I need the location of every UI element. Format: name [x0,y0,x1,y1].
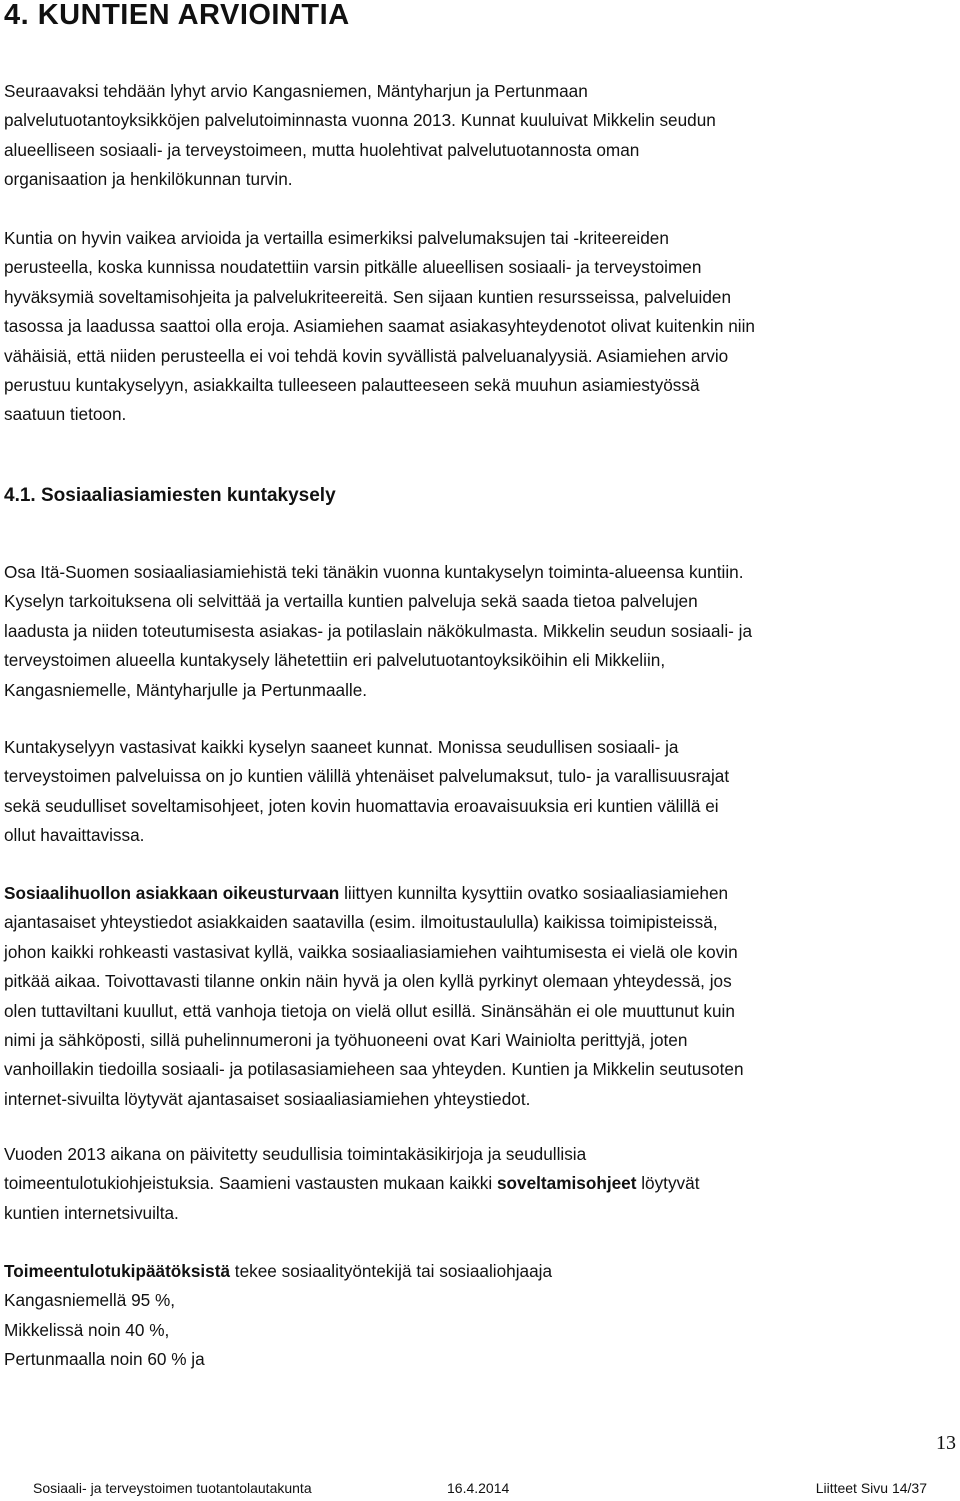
intro-line: palvelutuotantoyksikköjen palvelutoiminnasta vuonna 2013. Kunnat kuuluivat Mikkelin seudun [4,110,716,131]
paragraph-line: vanhoillakin tiedoilla sosiaali- ja potilasasiamieheen saa yhteyden. Kuntien ja Mikkelin seutusoten [4,1059,744,1080]
paragraph-line: ajantasaiset yhteystiedot asiakkaiden saatavilla (esim. ilmoitustaululla) kaikissa toimipisteissä, [4,912,718,933]
bold-term: Sosiaalihuollon asiakkaan oikeusturvaan [4,883,340,903]
paragraph-line: laadusta ja niiden toteutumisesta asiakas- ja potilaslain näkökulmasta. Mikkelin seudun sosiaali- ja [4,620,753,641]
paragraph-line: vähäisiä, että niiden perusteella ei voi tehdä kovin syvällistä palveluanalyysiä. Asiamiehen arvio [4,345,729,366]
paragraph-line: Osa Itä-Suomen sosiaaliasiamiehistä teki tänäkin vuonna kuntakyselyn toiminta-alueensa kuntiin. [4,562,744,582]
paragraph-line: Kangasniemellä 95 %, [4,1290,176,1311]
paragraph-line: Kuntakyselyyn vastasivat kaikki kyselyn saaneet kunnat. Monissa seudullisen sosiaali- ja [4,737,679,757]
paragraph-line: ollut havaittavissa. [4,825,145,846]
section-heading: 4. KUNTIEN ARVIOINTIA [4,0,350,31]
paragraph-line: internet-sivuilta löytyvät ajantasaiset sosiaaliasiamiehen yhteystiedot. [4,1088,531,1109]
paragraph-text: tekee sosiaalityöntekijä tai sosiaaliohjaaja [230,1261,553,1281]
responses-paragraph [4,733,956,851]
paragraph-line: Kangasniemelle, Mäntyharjulle ja Pertunmaalle. [4,679,368,700]
footer-organization: Sosiaali- ja terveystoimen tuotantolautakunta [33,1480,312,1496]
paragraph-line: perusteella, koska kunnissa noudatettiin varsin pitkälle alueellisen sosiaali- ja terveystoimen [4,257,702,278]
bold-term: soveltamisohjeet [496,1173,637,1194]
guidelines-paragraph [4,1140,956,1228]
intro-line: Seuraavaksi tehdään lyhyt arvio Kangasniemen, Mäntyharjun ja Pertunmaan [4,81,588,101]
page-number: 13 [936,1432,956,1454]
intro-line: organisaation ja henkilökunnan turvin. [4,169,293,190]
paragraph-line [4,1257,956,1286]
paragraph-text: toimeentulotukiohjeistuksia. Saamieni vastausten mukaan kaikki [4,1173,497,1194]
legal-protection-paragraph [4,879,956,1114]
paragraph-line [4,879,956,908]
paragraph-line [4,1169,956,1198]
bold-term: Toimeentulotukipäätöksistä [4,1261,231,1281]
paragraph-line: pitkää aikaa. Toivottavasti tilanne onkin näin hyvä ja olen kyllä pyrkinyt olemaan yhteydessä, jos [4,971,732,992]
footer-date: 16.4.2014 [447,1480,510,1496]
paragraph-line: terveystoimen palveluissa on jo kuntien välillä yhtenäiset palvelumaksut, tulo- ja varallisuusrajat [4,766,730,787]
paragraph-line: tasossa ja laadussa saattoi olla eroja. Asiamiehen saamat asiakasyhteydenotot olivat kuitenkin niin [4,316,755,337]
intro-line: alueelliseen sosiaali- ja terveystoimeen, mutta huolehtivat palvelutuotannosta oman [4,139,640,160]
paragraph-text: liittyen kunnilta kysyttiin ovatko sosiaaliasiamiehen [339,883,729,903]
paragraph-text: löytyvät [636,1173,700,1194]
evaluation-paragraph [4,224,956,430]
paragraph-line: Kuntia on hyvin vaikea arvioida ja vertailla esimerkiksi palvelumaksujen tai -kriteereiden [4,228,669,248]
paragraph-line: Mikkelissä noin 40 %, [4,1319,170,1340]
paragraph-line: Pertunmaalla noin 60 % ja [4,1349,205,1370]
survey-paragraph [4,558,956,705]
paragraph-line: terveystoimen alueella kuntakysely lähetettiin eri palvelutuotantoyksiköihin eli Mikkeliin, [4,650,666,671]
paragraph-line: olen tuttaviltani kuullut, että vanhoja tietoja on vielä ollut esillä. Sinänsähän ei ole muuttunut kuin [4,1000,735,1021]
paragraph-line: nimi ja sähköposti, sillä puhelinnumeroni ja työhuoneeni ovat Kari Wainiolta perittyjä, joten [4,1030,688,1051]
paragraph-line: johon kaikki rohkeasti vastasivat kyllä, vaikka sosiaaliasiamiehen vaihtumisesta ei vielä ole kovin [4,941,738,962]
paragraph-line: saatuun tietoon. [4,404,127,425]
decisions-paragraph [4,1257,956,1375]
paragraph-line: sekä seudulliset soveltamisohjeet, joten kovin huomattavia eroavaisuuksia eri kuntien välillä ei [4,795,719,816]
intro-paragraph [4,77,956,195]
footer-page-ref: Liitteet Sivu 14/37 [815,1480,927,1496]
paragraph-line: Vuoden 2013 aikana on päivitetty seudullisia toimintakäsikirjoja ja seudullisia [4,1144,587,1164]
paragraph-line: Kyselyn tarkoituksena oli selvittää ja vertailla kuntien palveluja sekä saada tietoa palvelujen [4,591,698,612]
paragraph-line: hyväksymiä soveltamisohjeita ja palvelukriteereitä. Sen sijaan kuntien resursseissa, palveluiden [4,286,732,307]
paragraph-line: perustuu kuntakyselyyn, asiakkailta tulleeseen palautteeseen sekä muuhun asiamiestyössä [4,375,700,396]
subsection-heading: 4.1. Sosiaaliasiamiesten kuntakysely [4,485,336,506]
paragraph-line: kuntien internetsivuilta. [4,1202,179,1223]
